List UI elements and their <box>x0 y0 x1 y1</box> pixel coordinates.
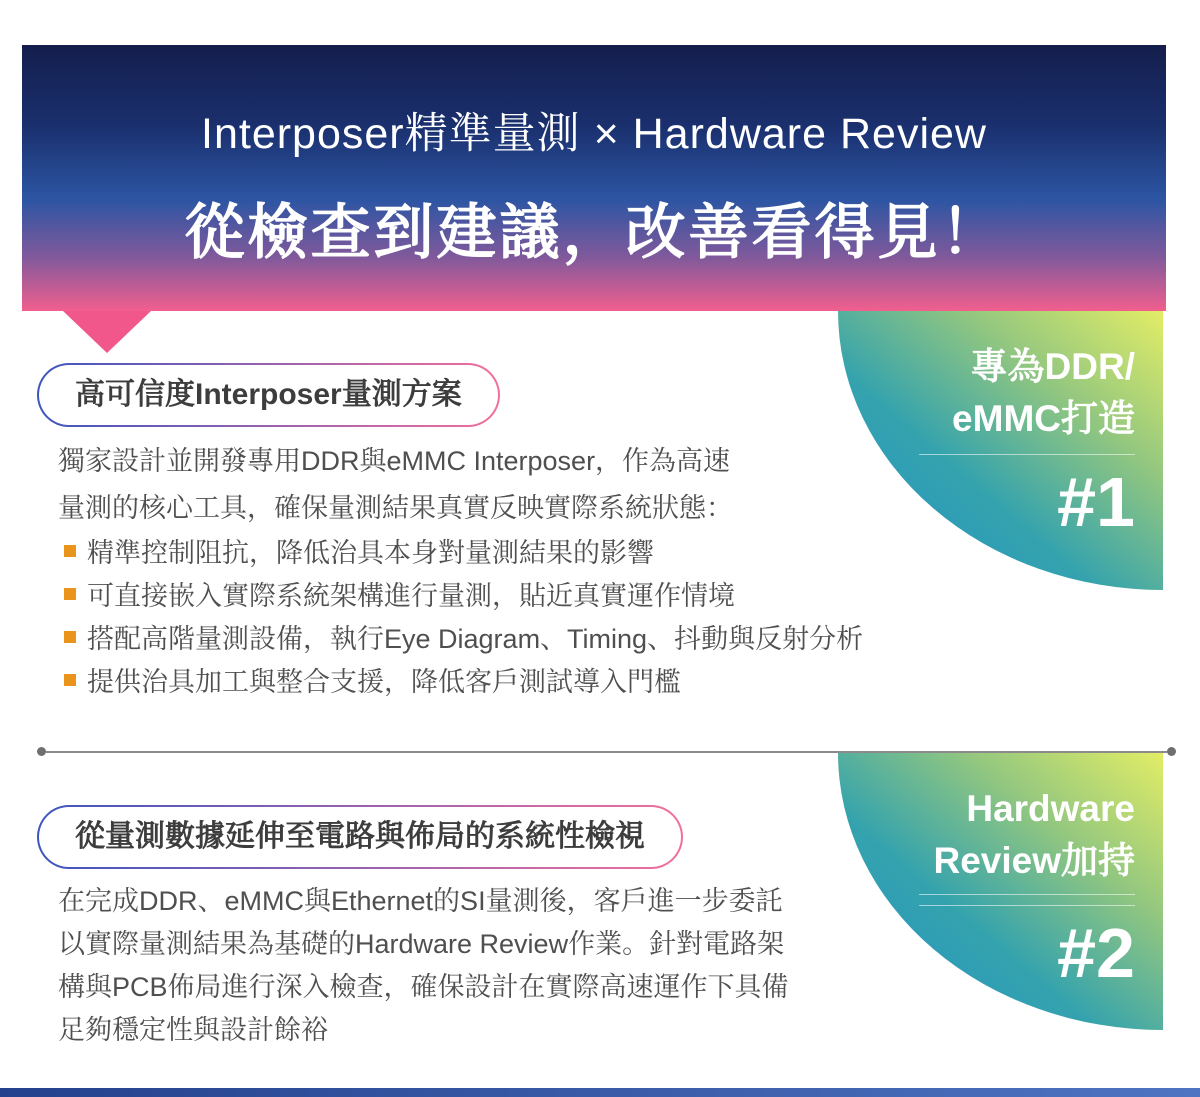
section2-pill-title <box>37 805 683 869</box>
paragraph-line: 足夠穩定性與設計餘裕 <box>58 1015 328 1045</box>
section1-pill-title <box>37 363 500 427</box>
badge-number: #2 <box>1057 914 1135 992</box>
bullet-square-icon <box>64 545 76 557</box>
bullet-text: 精準控制阻抗，降低治具本身對量測結果的影響 <box>87 538 654 568</box>
badge-number: #1 <box>1057 463 1135 541</box>
list-item <box>64 615 863 658</box>
bullet-square-icon <box>64 588 76 600</box>
section1-paragraph <box>58 438 733 532</box>
section2-paragraph <box>58 880 789 1052</box>
badge-line: Hardware <box>966 788 1135 829</box>
section2-pill-title-text: 從量測數據延伸至電路與佈局的系統性檢視 <box>39 807 681 867</box>
bullet-text: 可直接嵌入實際系統架構進行量測，貼近真實運作情境 <box>87 581 735 611</box>
paragraph-line: 構與PCB佈局進行深入檢查，確保設計在實際高速運作下具備 <box>58 972 789 1002</box>
section1-bullet-list <box>64 529 863 701</box>
list-item <box>64 658 863 701</box>
bottom-bar <box>0 1088 1200 1097</box>
badge-hardware-review <box>838 753 1163 1030</box>
badge-rule <box>919 454 1135 455</box>
list-item <box>64 572 863 615</box>
section1-pill-title-text: 高可信度Interposer量測方案 <box>39 365 498 425</box>
bullet-square-icon <box>64 631 76 643</box>
bullet-square-icon <box>64 674 76 686</box>
divider-dot-right <box>1167 747 1176 756</box>
bullet-text: 搭配高階量測設備，執行Eye Diagram、Timing、抖動與反射分析 <box>87 624 864 654</box>
hero-banner <box>22 45 1166 311</box>
paragraph-line: 獨家設計並開發專用DDR與eMMC Interposer，作為高速 <box>58 446 731 476</box>
bullet-text: 提供治具加工與整合支援，降低客戶測試導入門檻 <box>87 667 681 697</box>
list-item <box>64 529 863 572</box>
divider-dot-left <box>37 747 46 756</box>
paragraph-line: 以實際量測結果為基礎的Hardware Review作業。針對電路架 <box>58 929 785 959</box>
badge-ddr-emmc <box>838 311 1163 590</box>
paragraph-line: 量測的核心工具，確保量測結果真實反映實際系統狀態： <box>58 493 733 523</box>
badge-line: Review加持 <box>933 840 1135 881</box>
banner-pointer-triangle <box>63 311 151 353</box>
banner-heading: 從檢查到建議，改善看得見！ <box>184 198 1004 266</box>
badge-line: eMMC打造 <box>952 398 1135 439</box>
badge-rule <box>919 894 1135 906</box>
paragraph-line: 在完成DDR、eMMC與Ethernet的SI量測後，客戶進一步委託 <box>58 886 783 916</box>
badge-line: 專為DDR/ <box>970 346 1135 387</box>
banner-title: Interposer精準量測 × Hardware Review <box>201 109 987 158</box>
